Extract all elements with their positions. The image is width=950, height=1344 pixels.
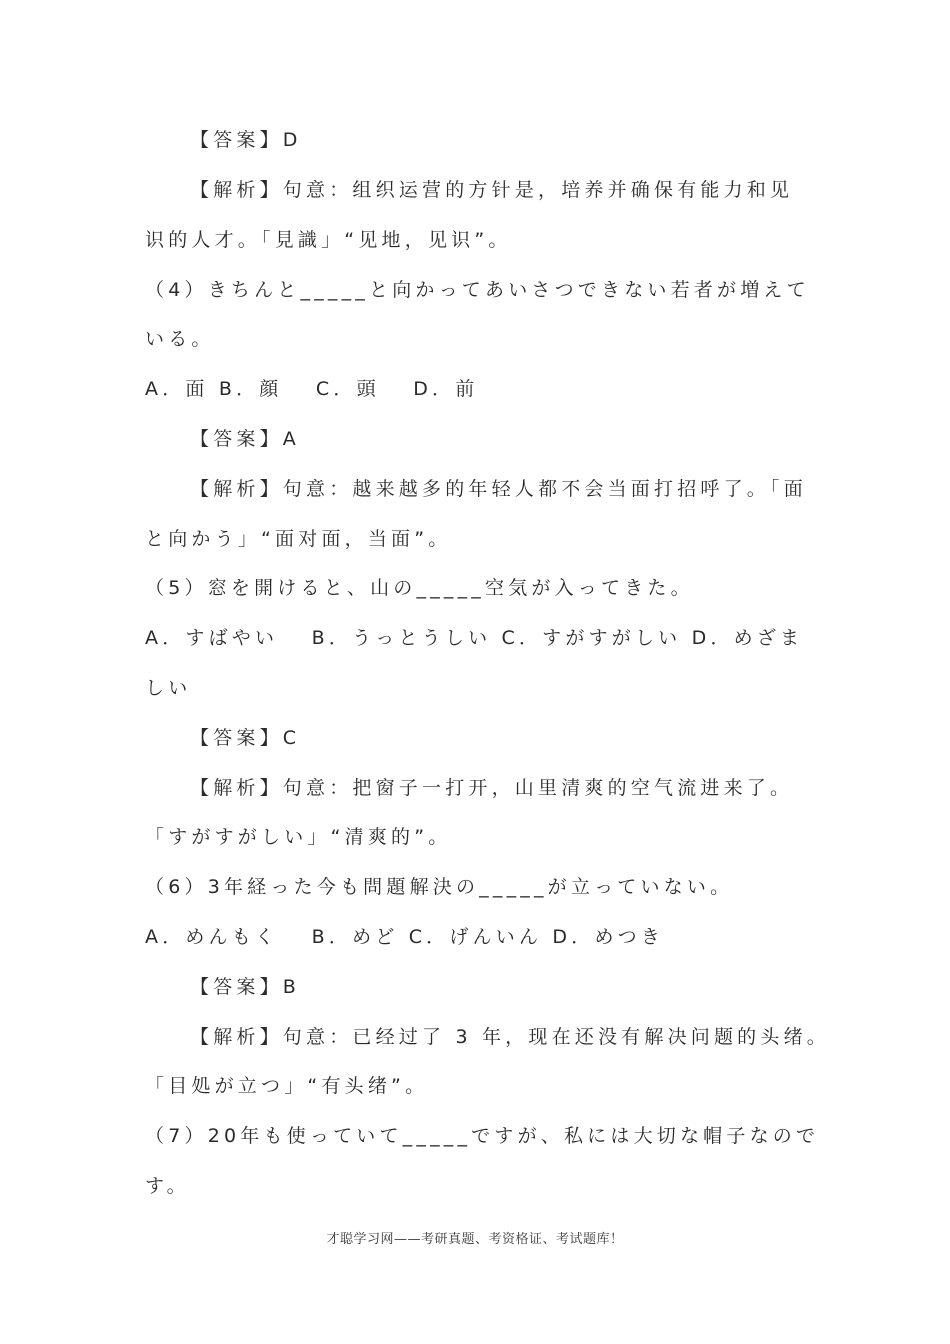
answer-line-4: 【答案】A <box>190 428 300 450</box>
question-7-line-a: （7）20年も使っていて_____ですが、私には大切な帽子なので <box>145 1125 820 1147</box>
analysis-line-3a: 【解析】句意：组织运营的方针是，培养并确保有能力和见 <box>190 179 794 201</box>
answer-line-3: 【答案】D <box>190 129 302 151</box>
page-footer: 才聪学习网——考研真题、考资格证、考试题库！ <box>326 1232 624 1247</box>
question-5-line: （5）窓を開けると、山の_____空気が入ってきた。 <box>145 577 694 599</box>
answer-line-5: 【答案】C <box>190 727 301 749</box>
question-4-options: A．面 B．顔 C．頭 D．前 <box>145 378 479 400</box>
analysis-line-4b: と向かう」“面对面，当面”。 <box>145 528 452 550</box>
question-7-line-b: す。 <box>145 1175 190 1197</box>
analysis-line-4a: 【解析】句意：越来越多的年轻人都不会当面打招呼了。「面 <box>190 478 807 500</box>
question-5-options-a: A．すばやい B．うっとうしい C．すがすがしい D．めざま <box>145 627 804 649</box>
question-4-line-a: （4）きちんと_____と向かってあいさつできない若者が増えて <box>145 279 810 301</box>
analysis-line-6b: 「目処が立つ」“有头绪”。 <box>145 1075 429 1097</box>
question-6-options: A．めんもく B．めど C．げんいん D．めつき <box>145 926 665 948</box>
question-4-line-b: いる。 <box>145 328 215 350</box>
question-5-options-b: しい <box>145 677 192 699</box>
analysis-line-5b: 「すがすがしい」“清爽的”。 <box>145 826 452 848</box>
question-6-line: （6）3年経った今も問題解決の_____が立っていない。 <box>145 876 734 898</box>
answer-line-6: 【答案】B <box>190 976 301 998</box>
analysis-line-6a: 【解析】句意：已经过了 3 年，现在还没有解决问题的头绪。 <box>190 1026 830 1048</box>
analysis-line-3b: 识的人才。「見識」“见地，见识”。 <box>145 229 512 251</box>
analysis-line-5a: 【解析】句意：把窗子一打开，山里清爽的空气流进来了。 <box>190 777 794 799</box>
